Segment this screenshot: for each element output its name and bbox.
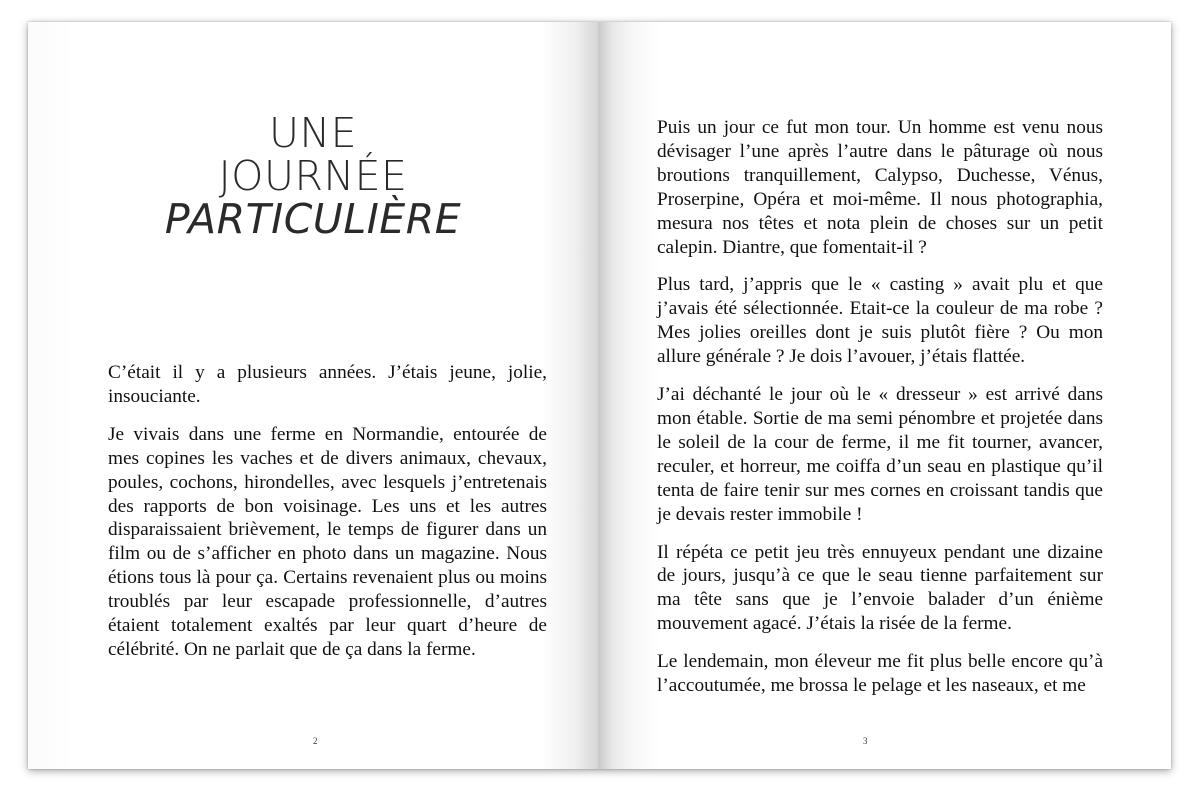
open-book [28,22,1171,769]
paragraph: Il répéta ce petit jeu très ennuyeux pendant une dizaine de jours, jusqu’à ce que le seau tienne parfaitement sur ma tête sans que je l’envoie balader d’un énième mouvement agacé. J’étais la risée de la ferme. [657,541,1103,635]
right-page [598,22,1171,769]
chapter-title-line-2: JOURNÉE [218,152,408,200]
paragraph: Je vivais dans une ferme en Normandie, entourée de mes copines les vaches et de divers animaux, chevaux, poules, cochons, hirondelles, avec lesquels j’entretenais des rapports de bon voisinage. Les uns et les autres disparaissaient brièvement, le temps de figurer dans un film ou de s’afficher en photo dans un magazine. Nous étions tous là pour ça. Certains revenaient plus ou moins troublés par leur escapade professionnelle, d’autres étaient totalement exaltés par leur quart d’heure de célébrité. On ne parlait que de ça dans la ferme. [108,423,547,660]
paragraph: J’ai déchanté le jour où le « dresseur » est arrivé dans mon étable. Sortie de ma semi pénombre et projetée dans le soleil de la cour de ferme, il me fit tourner, avancer, reculer, et horreur, me coiffa d’un seau en plastique qu’il tenta de faire tenir sur mes cornes en croissant tandis que je devais rester immobile ! [657,384,1103,525]
paragraph: Plus tard, j’appris que le « casting » avait plu et que j’avais été sélectionnée. Etait-ce la couleur de ma robe ? Mes jolies oreilles dont je suis plutôt fière ? Ou mon allure générale ? Je dois l’avouer, j’étais flattée. [657,274,1103,368]
paragraph: Puis un jour ce fut mon tour. Un homme est venu nous dévisager l’une après l’autre dans le pâturage où nous broutions tranquillement, Calypso, Duchesse, Vénus, Proserpine, Opéra et moi-même. Il nous photographia, mesura nos têtes et nota plein de choses sur un petit calepin. Diantre, que fomentait-il ? [657,117,1103,258]
paragraph: C’était il y a plusieurs années. J’étais jeune, jolie, insouciante. [108,362,547,407]
chapter-title [28,109,598,243]
chapter-title-line-1: UNE [268,109,358,157]
chapter-title-line-3: PARTICULIÈRE [164,195,462,243]
left-page-body [108,361,547,676]
page-number-left: 2 [313,736,318,746]
left-page [28,22,598,769]
right-page-body [657,116,1103,712]
page-number-right: 3 [863,736,868,746]
paragraph: Le lendemain, mon éleveur me fit plus belle encore qu’à l’accoutumée, me brossa le pelage et les naseaux, et me [657,651,1103,697]
